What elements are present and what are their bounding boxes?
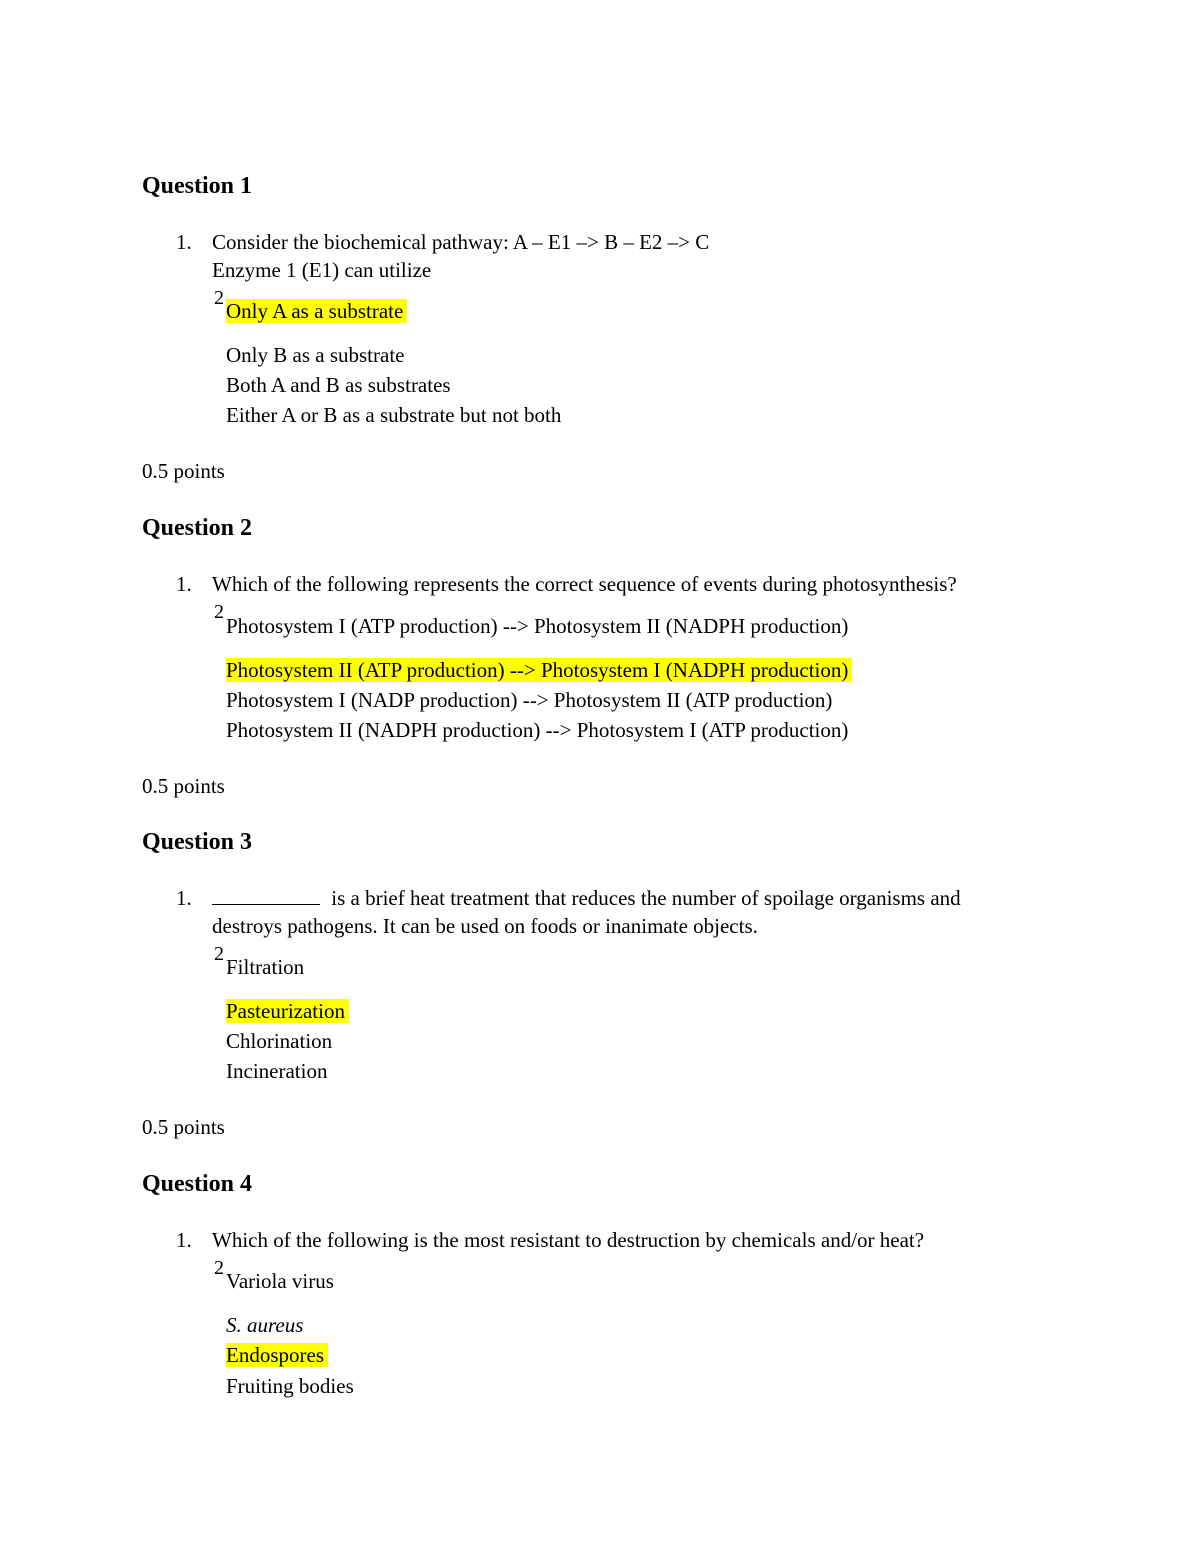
question-1-choice-4[interactable] bbox=[226, 401, 561, 429]
question-4-text bbox=[212, 1226, 1072, 1254]
choice-label: Photosystem I (ATP production) --> Photosystem II (NADPH production) bbox=[226, 614, 849, 638]
question-2-choice-2[interactable] bbox=[226, 656, 852, 684]
question-1-text bbox=[212, 228, 1072, 284]
question-3-text-line-1-content: is a brief heat treatment that reduces the number of spoilage organisms and bbox=[326, 886, 961, 910]
question-2-text-line-1: Which of the following represents the correct sequence of events during photosynthesis? bbox=[212, 572, 957, 596]
question-1-text-line-1: Consider the biochemical pathway: A – E1 –> B – E2 –> C bbox=[212, 230, 710, 254]
question-4-choice-1[interactable] bbox=[226, 1267, 334, 1295]
question-4-marker: 2 bbox=[214, 1257, 224, 1279]
question-2-number: 1. bbox=[176, 572, 192, 596]
choice-label: Pasteurization bbox=[226, 999, 349, 1023]
choice-label: S. aureus bbox=[226, 1313, 304, 1337]
choice-label: Photosystem I (NADP production) --> Photosystem II (ATP production) bbox=[226, 688, 833, 712]
question-1-choice-3[interactable] bbox=[226, 371, 451, 399]
question-1-marker: 2 bbox=[214, 287, 224, 309]
question-1-number: 1. bbox=[176, 230, 192, 254]
question-4-choice-4[interactable] bbox=[226, 1372, 354, 1400]
question-4-text-line-1: Which of the following is the most resistant to destruction by chemicals and/or heat? bbox=[212, 1228, 925, 1252]
question-3-text-line-2: destroys pathogens. It can be used on foods or inanimate objects. bbox=[212, 914, 758, 938]
choice-label: Endospores bbox=[226, 1343, 328, 1367]
question-2-choice-4[interactable] bbox=[226, 716, 848, 744]
question-2-heading: Question 2 bbox=[142, 515, 253, 541]
question-2-choice-1[interactable] bbox=[226, 612, 848, 640]
question-3-choice-4[interactable] bbox=[226, 1057, 327, 1085]
choice-label: Only A as a substrate bbox=[226, 299, 407, 323]
question-2-text bbox=[212, 570, 1072, 598]
question-2-marker: 2 bbox=[214, 601, 224, 623]
question-1-heading: Question 1 bbox=[142, 173, 253, 199]
question-3-points: 0.5 points bbox=[142, 1115, 225, 1139]
question-3-text-line-1 bbox=[212, 884, 1072, 912]
choice-label: Variola virus bbox=[226, 1269, 334, 1293]
question-2-points: 0.5 points bbox=[142, 774, 225, 798]
choice-label: Fruiting bodies bbox=[226, 1374, 354, 1398]
choice-label: Both A and B as substrates bbox=[226, 373, 451, 397]
question-2-choice-3[interactable] bbox=[226, 686, 832, 714]
question-3-choice-1[interactable] bbox=[226, 953, 304, 981]
choice-label: Incineration bbox=[226, 1059, 328, 1083]
question-4-choice-2[interactable] bbox=[226, 1311, 303, 1339]
choice-label: Photosystem II (ATP production) --> Photosystem I (NADPH production) bbox=[226, 658, 852, 682]
choice-label: Photosystem II (NADPH production) --> Photosystem I (ATP production) bbox=[226, 718, 849, 742]
question-3-marker: 2 bbox=[214, 943, 224, 965]
choice-label: Filtration bbox=[226, 955, 305, 979]
question-3-choice-3[interactable] bbox=[226, 1027, 332, 1055]
fill-in-blank bbox=[212, 886, 320, 905]
question-4-choice-3[interactable] bbox=[226, 1341, 328, 1369]
question-1-points: 0.5 points bbox=[142, 459, 225, 483]
choice-label: Chlorination bbox=[226, 1029, 333, 1053]
question-1-choice-2[interactable] bbox=[226, 341, 404, 369]
question-4-heading: Question 4 bbox=[142, 1171, 253, 1197]
question-1-text-line-2: Enzyme 1 (E1) can utilize bbox=[212, 258, 432, 282]
choice-label: Only B as a substrate bbox=[226, 343, 405, 367]
question-4-number: 1. bbox=[176, 1228, 192, 1252]
question-3-heading: Question 3 bbox=[142, 829, 253, 855]
question-3-text bbox=[212, 884, 1072, 940]
question-1-choice-1[interactable] bbox=[226, 297, 407, 325]
question-3-number: 1. bbox=[176, 886, 192, 910]
question-3-choice-2[interactable] bbox=[226, 997, 349, 1025]
choice-label: Either A or B as a substrate but not both bbox=[226, 403, 562, 427]
